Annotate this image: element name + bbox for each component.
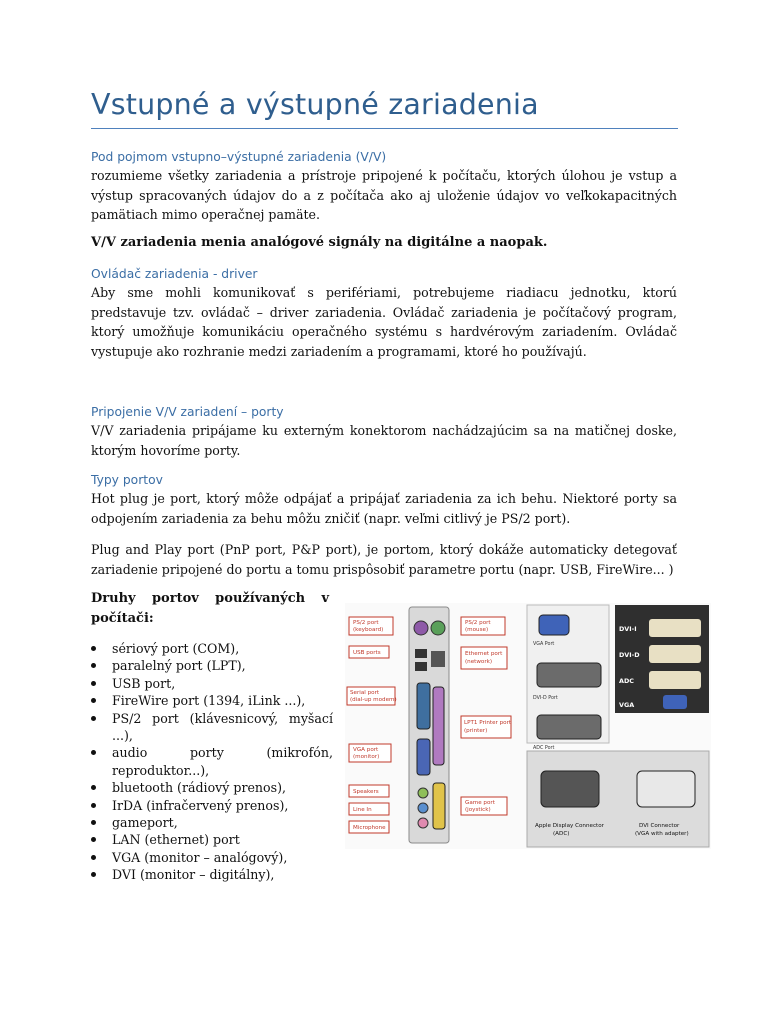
caption-adc-sub: (ADC) [553, 831, 570, 837]
adc-connector-photo [649, 671, 701, 689]
port-type-item [91, 710, 333, 745]
section-heading-ports: Pripojenie V/V zariadení – porty [91, 405, 284, 419]
bullet-icon [91, 663, 96, 668]
dvi-i-connector-photo [649, 619, 701, 637]
lpt-connector [433, 687, 444, 765]
speakers-jack [418, 788, 428, 798]
adc-connector-closeup [541, 771, 599, 807]
dvi-connector-closeup [637, 771, 695, 807]
label-lpt-sub: (printer) [464, 728, 488, 734]
bullet-icon [91, 855, 96, 860]
bullet-icon [91, 681, 96, 686]
section-text-io-devices: rozumieme všetky zariadenia a prístroje pripojené k počítaču, ktorých úlohou je vstup a výstup spracovaných údajov do a z počítača ako aj uloženie údajov vo veľkokapacitných pamätiach mimo operačnej pamäte. [91, 168, 677, 222]
label-line-in: Line In [353, 807, 372, 813]
section-heading-io-devices: Pod pojmom vstupno–výstupné zariadenia (V/V) [91, 150, 387, 164]
caption-adc: Apple Display Connector [535, 823, 604, 829]
port-type-label: gameport, [112, 815, 178, 831]
connector-label-dvi-d: DVI-D [619, 651, 640, 659]
bullet-icon [91, 646, 96, 651]
port-type-label: IrDA (infračervený prenos), [112, 797, 289, 813]
ports-illustration [345, 603, 711, 849]
ps2-mouse-connector [431, 621, 445, 635]
bullet-icon [91, 803, 96, 808]
port-types-list [91, 640, 333, 884]
game-port-connector [433, 783, 445, 829]
port-type-item [91, 814, 333, 831]
photo-label-dvi-d: DVI-D Port [533, 696, 558, 701]
title-underline [91, 128, 678, 129]
port-type-label: FireWire port (1394, iLink ...), [112, 693, 306, 709]
section-heading-port-types: Typy portov [91, 473, 163, 487]
serial-connector [417, 683, 430, 729]
port-type-item [91, 744, 333, 779]
caption-dvi: DVI Connector [639, 823, 680, 829]
port-type-item [91, 692, 333, 709]
label-serial: Serial port [350, 690, 380, 696]
port-type-label: PS/2 port (klávesnicový, myšací ...), [112, 710, 333, 744]
label-game-port: Game port [465, 800, 495, 806]
vga-connector [417, 739, 430, 775]
label-game-port-sub: (joystick) [465, 807, 491, 813]
port-type-item [91, 849, 333, 866]
port-type-label: DVI (monitor – digitálny), [112, 867, 275, 883]
bullet-icon [91, 698, 96, 703]
vga-connector-photo [663, 695, 687, 709]
port-type-item [91, 675, 333, 692]
bullet-icon [91, 820, 96, 825]
connector-label-adc: ADC [619, 677, 634, 685]
usb-connector [415, 662, 427, 671]
line-in-jack [418, 803, 428, 813]
usb-connector [415, 649, 427, 658]
label-vga-sub: (monitor) [353, 754, 380, 760]
section-text-driver: Aby sme mohli komunikovať s perifériami, potrebujeme riadiacu jednotku, ktorú predstavuje tzv. ovládač – driver zariadenia. Ovládač zariadenia je počítačový program, ktorý umožňuje komunikáciu operačného systému s hardvérovým zariadením. Ovládač vystupuje ako rozhranie medzi zariadením a programami, ktoré ho používajú. [91, 285, 677, 359]
dvi-d-port-photo [537, 663, 601, 687]
ethernet-connector [431, 651, 445, 667]
port-type-item [91, 797, 333, 814]
port-type-label: sériový port (COM), [112, 641, 240, 656]
section-text-plug-and-play: Plug and Play port (PnP port, P&P port), je portom, ktorý dokáže automaticky detegovať zariadenie pripojené do portu a tomu prispôsobiť parametre portu (napr. USB, FireWire... ) [91, 542, 677, 577]
page-title: Vstupné a výstupné zariadenia [91, 88, 539, 121]
label-serial-sub: (dial-up modem) [350, 697, 397, 703]
section-heading-driver: Ovládač zariadenia - driver [91, 267, 258, 281]
section-text-hot-plug: Hot plug je port, ktorý môže odpájať a pripájať zariadenia za ich behu. Niektoré porty sa odpojením zariadenia za behu môžu zničiť (napr. veľmi citlivý je PS/2 port). [91, 491, 677, 526]
photo-label-vga: VGA Port [533, 642, 555, 647]
ps2-keyboard-connector [414, 621, 428, 635]
label-ps2-keyboard-sub: (keyboard) [353, 627, 384, 633]
port-type-label: audio porty (mikrofón, reproduktor...), [112, 745, 333, 778]
port-type-label: USB port, [112, 675, 176, 691]
connector-label-vga: VGA [619, 701, 635, 709]
port-type-item [91, 779, 333, 796]
port-type-item [91, 640, 333, 657]
label-microphone: Microphone [353, 825, 386, 831]
label-ps2-mouse-sub: (mouse) [465, 627, 489, 633]
vga-port-photo [539, 615, 569, 635]
microphone-jack [418, 818, 428, 828]
dvi-d-connector-photo [649, 645, 701, 663]
ports-figure [345, 603, 711, 849]
label-usb: USB ports [353, 650, 381, 656]
label-ps2-mouse: PS/2 port [465, 620, 491, 626]
port-type-item [91, 657, 333, 674]
label-vga: VGA port [353, 747, 379, 753]
port-type-label: VGA (monitor – analógový), [112, 849, 288, 865]
port-type-item [91, 831, 333, 848]
port-types-heading: Druhy portov používaných v počítači: [91, 591, 329, 626]
bullet-icon [91, 785, 96, 790]
caption-dvi-sub: (VGA with adapter) [635, 831, 689, 837]
port-type-label: bluetooth (rádiový prenos), [112, 780, 287, 796]
bullet-icon [91, 750, 96, 755]
label-lpt: LPT1 Printer port [464, 720, 512, 726]
label-ps2-keyboard: PS/2 port [353, 620, 379, 626]
section-lead-analog-digital: V/V zariadenia menia analógové signály na digitálne a naopak. [91, 235, 548, 250]
bullet-icon [91, 716, 96, 721]
adc-port-photo [537, 715, 601, 739]
port-type-item [91, 866, 333, 883]
label-ethernet: Ethernet port [465, 651, 503, 657]
label-speakers: Speakers [353, 789, 379, 795]
port-type-label: paralelný port (LPT), [112, 658, 246, 674]
photo-label-adc: ADC Port [533, 746, 555, 751]
port-type-label: LAN (ethernet) port [112, 832, 240, 848]
label-ethernet-sub: (network) [465, 659, 493, 665]
bullet-icon [91, 872, 96, 877]
section-text-ports: V/V zariadenia pripájame ku externým konektorom nachádzajúcim sa na matičnej doske, ktorým hovoríme porty. [91, 423, 677, 458]
bullet-icon [91, 837, 96, 842]
connector-label-dvi-i: DVI-I [619, 625, 637, 633]
